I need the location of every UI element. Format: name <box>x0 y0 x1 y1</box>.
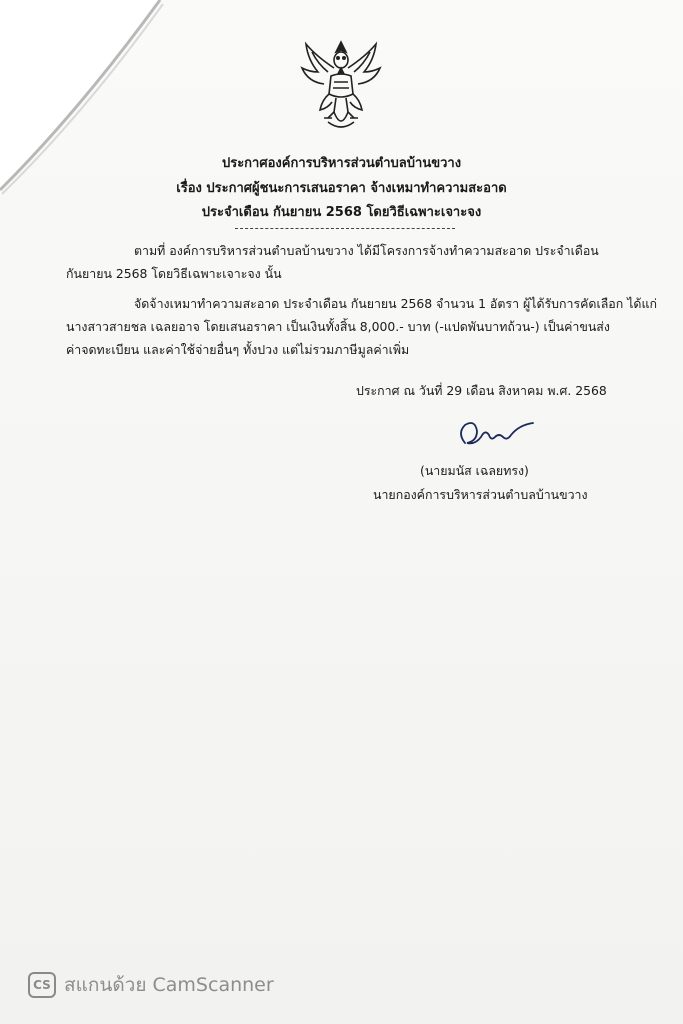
title-line-1: ประกาศองค์การบริหารส่วนตำบลบ้านขวาง <box>221 156 462 171</box>
paragraph-1-line-2: กันยายน 2568 โดยวิธีเฉพาะเจาะจง นั้น <box>66 266 282 281</box>
garuda-emblem-icon <box>298 38 384 134</box>
signer-name: (นายมนัส เฉลยทรง) <box>420 463 529 478</box>
paragraph-2-line-2: นางสาวสายชล เฉลยอาจ โดยเสนอราคา เป็นเงินทั้งสิ้น 8,000.- บาท (-แปดพันบาทถ้วน-) เป็นค่าขนส่ง <box>66 319 610 334</box>
title-line-2: เรื่อง ประกาศผู้ชนะการเสนอราคา จ้างเหมาทำความสะอาด <box>176 181 507 196</box>
handwritten-signature <box>455 415 545 451</box>
camscanner-text: สแกนด้วย CamScanner <box>64 974 274 996</box>
dashed-separator <box>235 228 455 229</box>
paragraph-1-line-1: ตามที่ องค์การบริหารส่วนตำบลบ้านขวาง ได้มีโครงการจ้างทำความสะอาด ประจำเดือน <box>134 243 599 258</box>
announce-date: ประกาศ ณ วันที่ 29 เดือน สิงหาคม พ.ศ. 2568 <box>356 383 607 398</box>
paragraph-2-line-1: จัดจ้างเหมาทำความสะอาด ประจำเดือน กันยายน 2568 จำนวน 1 อัตรา ผู้ได้รับการคัดเลือก ได้แก่ <box>134 296 657 311</box>
title-line-3: ประจำเดือน กันยายน 2568 โดยวิธีเฉพาะเจาะจง <box>201 205 482 220</box>
camscanner-watermark <box>28 970 274 1000</box>
paragraph-2-line-3: ค่าจดทะเบียน และค่าใช้จ่ายอื่นๆ ทั้งปวง แต่ไม่รวมภาษีมูลค่าเพิ่ม <box>66 342 410 357</box>
signer-position: นายกองค์การบริหารส่วนตำบลบ้านขวาง <box>373 487 588 502</box>
camscanner-logo-icon: CS <box>28 972 56 998</box>
